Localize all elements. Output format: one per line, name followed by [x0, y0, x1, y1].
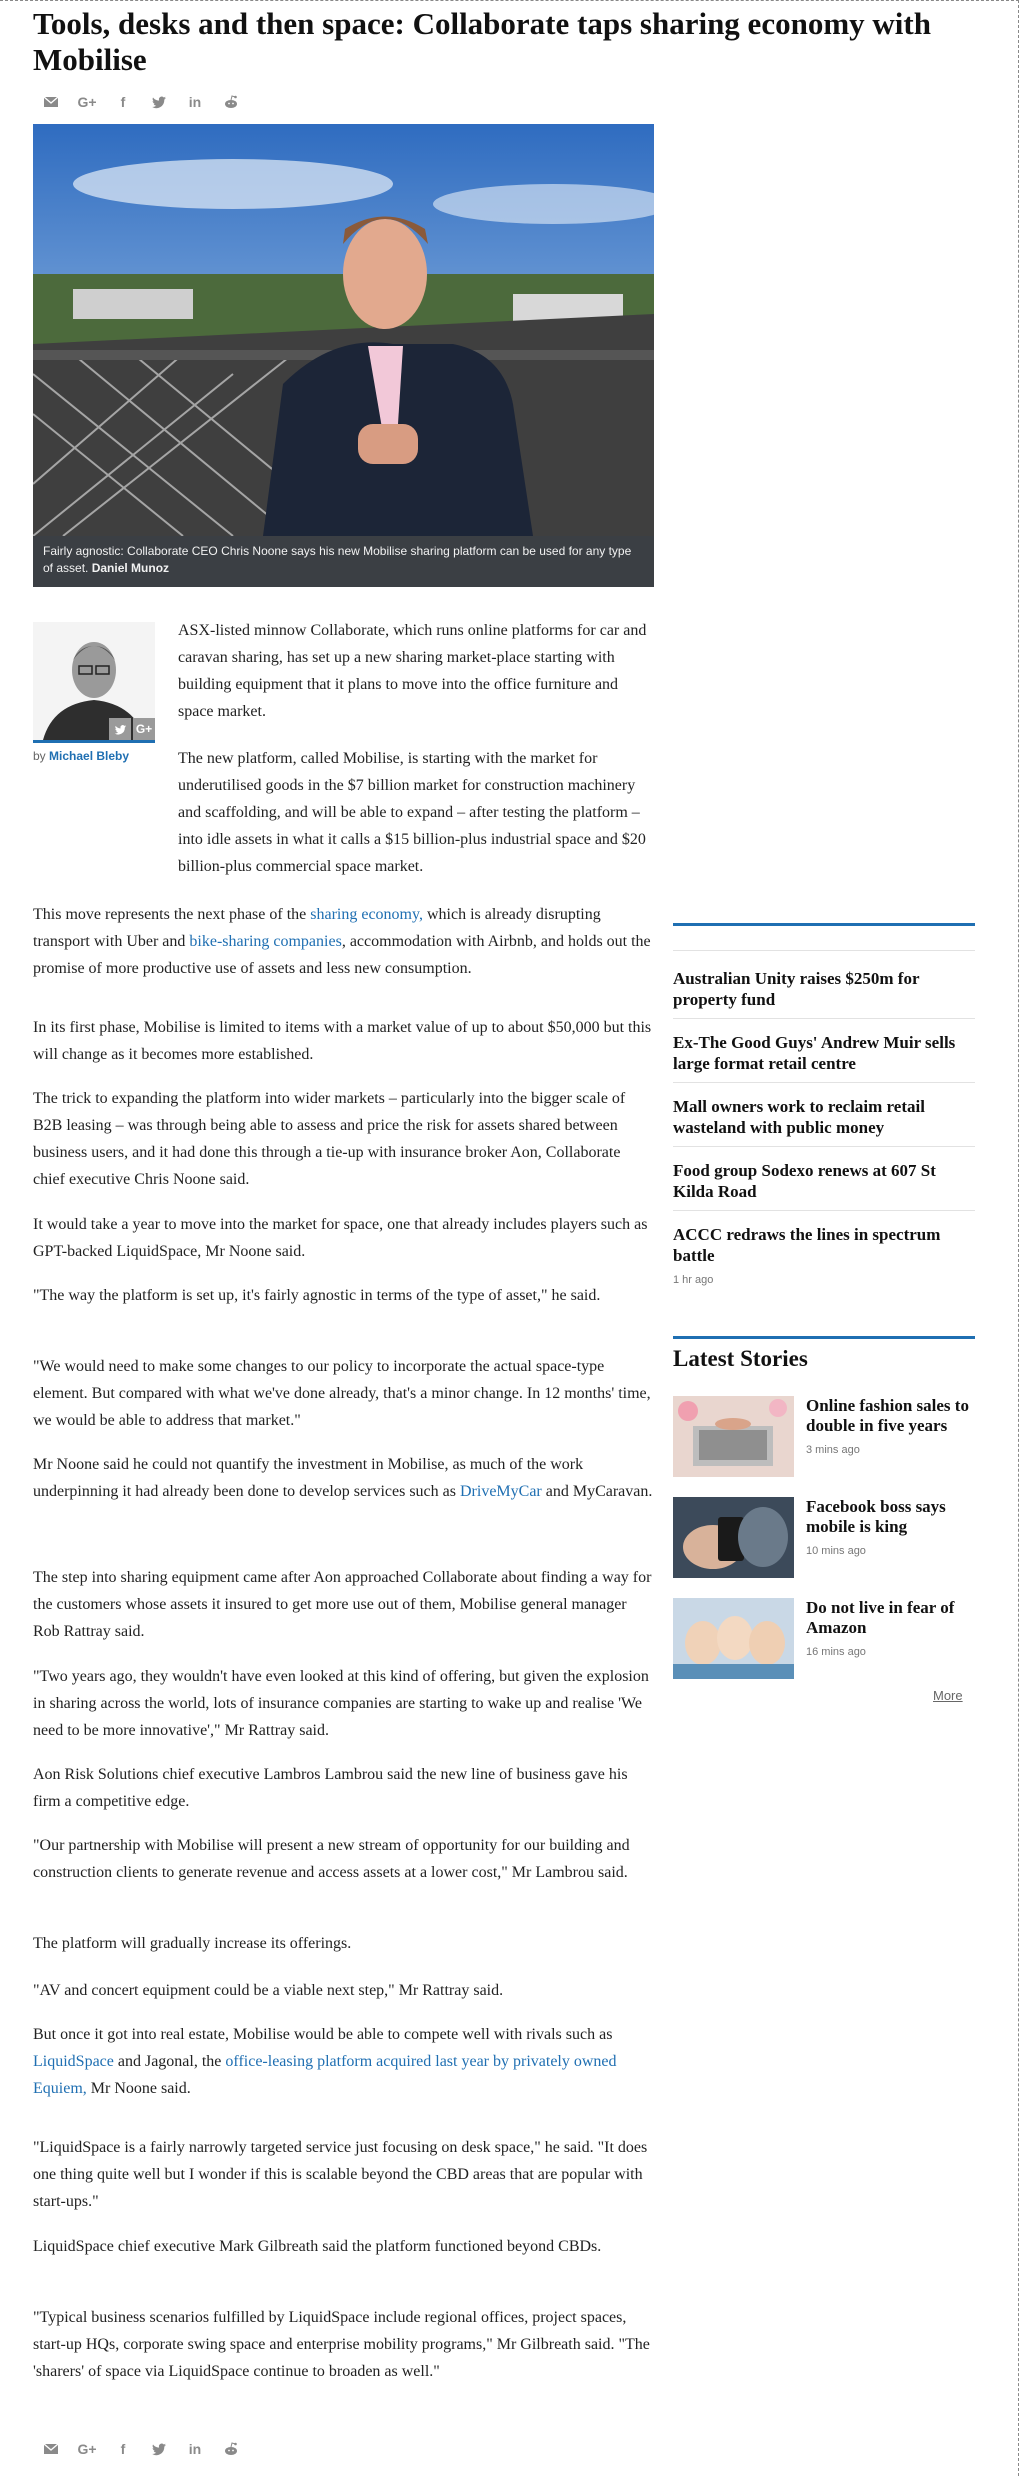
email-icon[interactable] — [42, 2440, 60, 2458]
twitter-icon[interactable] — [150, 93, 168, 111]
twitter-icon[interactable] — [150, 2440, 168, 2458]
hero-caption — [33, 536, 654, 587]
paragraph-text: and MyCaravan. — [541, 1483, 653, 1500]
photo-credit: Daniel Munoz — [91, 561, 170, 575]
story-timestamp: 16 mins ago — [806, 1646, 866, 1658]
article-paragraph: It would take a year to move into the market for space, one that already includes players such as GPT-backed LiquidSpace, Mr Noone said. — [33, 1216, 648, 1260]
linkedin-icon[interactable]: in — [188, 2441, 202, 2457]
article-paragraph: "AV and concert equipment could be a viable next step," Mr Rattray said. — [33, 1982, 504, 1999]
related-story-link[interactable]: Food group Sodexo renews at 607 St Kilda Road — [673, 1161, 936, 1201]
thumbnail-caricature-image — [673, 1598, 794, 1679]
article-paragraph: The trick to expanding the platform into wider markets – particularly into the bigger scale of B2B leasing – was through being able to assess and price the risk for assets shared between business users, and it had done this through a tie-up with insurance broker Aon, Collaborate chief executive Chris Noone said. — [33, 1090, 626, 1188]
paragraph-text: The new platform, called Mobilise, is starting with the market for underutilised goods in the $7 billion market for construction machinery and scaffolding, and will be able to expand – after testing the platform – into idle assets in what it calls a $15 billion-plus industrial space and $20 billion-plus commercial space market. — [178, 750, 646, 875]
related-story-link[interactable]: Ex-The Good Guys' Andrew Muir sells large format retail centre — [673, 1033, 956, 1073]
story-timestamp: 10 mins ago — [806, 1545, 866, 1557]
share-bar-bottom — [42, 2440, 240, 2458]
share-bar-top — [42, 93, 240, 111]
byline — [33, 749, 158, 763]
facebook-icon[interactable]: f — [120, 2441, 126, 2457]
related-separator — [673, 1146, 975, 1147]
author-name-link[interactable]: Michael Bleby — [49, 749, 130, 763]
related-story-title[interactable]: ACCC redraws the lines in spectrum battle — [673, 1225, 941, 1265]
equiem-acquisition-link[interactable]: office-leasing platform acquired last year by privately owned Equiem, — [33, 2053, 617, 2097]
article-paragraph: ASX-listed minnow Collaborate, which runs online platforms for car and caravan sharing, has set up a new sharing market-place starting with building equipment that it plans to move into the office furniture and space market. — [178, 622, 647, 720]
bike-sharing-link[interactable]: bike-sharing companies — [189, 933, 342, 950]
story-text[interactable] — [806, 1497, 976, 1561]
paragraph-text: and Jagonal, the — [113, 2053, 226, 2070]
facebook-icon[interactable]: f — [120, 94, 126, 110]
caption-text: Fairly agnostic: Collaborate CEO Chris Noone says his new Mobilise sharing platform can be used for any type of asset. — [43, 544, 632, 575]
thumbnail-laptop-image — [673, 1396, 794, 1477]
paragraph-text: Mr Noone said. — [86, 2080, 191, 2097]
article-paragraph: The step into sharing equipment came after Aon approached Collaborate about finding a way for the customers whose assets it insured to get more use out of them, Mobilise general manager Rob Rattray said. — [33, 1569, 652, 1640]
paragraph-text: which is already disrupting transport with Uber and — [33, 906, 601, 950]
google-plus-icon[interactable]: G+ — [77, 2441, 97, 2457]
latest-divider — [673, 1336, 975, 1339]
story-title[interactable]: Do not live in fear of Amazon — [806, 1598, 955, 1637]
google-plus-icon[interactable]: G+ — [133, 718, 155, 740]
article-paragraph: In its first phase, Mobilise is limited to items with a market value of up to about $50,000 but this will change as it becomes more established. — [33, 1019, 652, 1063]
article-paragraph — [33, 2021, 655, 2102]
google-plus-icon[interactable]: G+ — [77, 94, 97, 110]
article-paragraph: "We would need to make some changes to our policy to incorporate the actual space-type element. But compared with what we've done already, that's a minor change. In 12 months' time, we would be able to address that market." — [33, 1358, 651, 1429]
related-separator — [673, 1082, 975, 1083]
author-social-links — [109, 718, 155, 740]
story-thumbnail[interactable] — [673, 1396, 794, 1477]
author-avatar[interactable] — [33, 622, 155, 743]
author-block — [33, 622, 158, 763]
email-icon[interactable] — [42, 93, 60, 111]
article-paragraph: "The way the platform is set up, it's fairly agnostic in terms of the type of asset," he said. — [33, 1287, 601, 1304]
paragraph-text: But once it got into real estate, Mobilise would be able to compete well with rivals such as — [33, 2026, 613, 2043]
related-story-link[interactable]: Mall owners work to reclaim retail wasteland with public money — [673, 1097, 925, 1137]
article-paragraph — [178, 745, 656, 880]
article-paragraph: "LiquidSpace is a fairly narrowly targeted service just focusing on desk space," he said. "It does one thing quite well but I wonder if this is scalable beyond the CBD areas that are popular with start-ups." — [33, 2139, 648, 2210]
reddit-icon[interactable] — [222, 93, 240, 111]
story-title[interactable]: Facebook boss says mobile is king — [806, 1497, 946, 1536]
latest-stories-heading: Latest Stories — [673, 1346, 808, 1371]
twitter-icon[interactable] — [109, 718, 131, 740]
drivemycar-link[interactable]: DriveMyCar — [459, 1483, 542, 1500]
paragraph-text: , accommodation with Airbnb, and holds out the promise of more productive use of assets and less new consumption. — [33, 933, 651, 977]
related-separator — [673, 1018, 975, 1019]
article-paragraph: The platform will gradually increase its offerings. — [33, 1935, 352, 1952]
story-text[interactable] — [806, 1598, 976, 1662]
hero-photo — [33, 124, 654, 536]
story-thumbnail[interactable] — [673, 1598, 794, 1679]
related-separator — [673, 1210, 975, 1211]
article-paragraph — [33, 901, 655, 982]
article-paragraph: "Typical business scenarios fulfilled by LiquidSpace include regional offices, project spaces, start-up HQs, corporate swing space and enterprise mobility programs," Mr Gilbreath said. "The 'sharers' of space via LiquidSpace continue to broaden as well." — [33, 2309, 650, 2380]
liquidspace-link[interactable]: LiquidSpace — [33, 2053, 114, 2070]
story-text[interactable] — [806, 1396, 976, 1460]
paragraph-text: Mr Noone said he could not quantify the investment in Mobilise, as much of the work underpinning it had already been done to develop services such as — [33, 1456, 584, 1500]
story-thumbnail[interactable] — [673, 1497, 794, 1578]
article-paragraph: "Two years ago, they wouldn't have even looked at this kind of offering, but given the explosion in sharing across the world, lots of insurance companies are starting to wake up and realise 'We need to be more innovative'," Mr Rattray said. — [33, 1668, 649, 1739]
related-separator — [673, 950, 975, 951]
related-story[interactable] — [673, 1224, 975, 1291]
story-timestamp: 3 mins ago — [806, 1444, 860, 1456]
article-paragraph: Aon Risk Solutions chief executive Lambros Lambrou said the new line of business gave his firm a competitive edge. — [33, 1766, 628, 1810]
linkedin-icon[interactable]: in — [188, 94, 202, 110]
hero-image — [33, 124, 654, 587]
paragraph-text: This move represents the next phase of the — [33, 906, 311, 923]
more-stories-link[interactable]: More — [933, 1688, 963, 1703]
story-timestamp: 1 hr ago — [673, 1274, 714, 1286]
article-paragraph: LiquidSpace chief executive Mark Gilbreath said the platform functioned beyond CBDs. — [33, 2238, 602, 2255]
article-headline: Tools, desks and then space: Collaborate taps sharing economy with Mobilise — [33, 6, 931, 77]
related-story-link[interactable]: Australian Unity raises $250m for property fund — [673, 969, 920, 1009]
thumbnail-mobile-image — [673, 1497, 794, 1578]
article-paragraph — [33, 1451, 655, 1505]
sharing-economy-link[interactable]: sharing economy, — [310, 906, 423, 923]
reddit-icon[interactable] — [222, 2440, 240, 2458]
article-paragraph: "Our partnership with Mobilise will present a new stream of opportunity for our building and construction clients to generate revenue and access assets at a lower cost," Mr Lambrou said. — [33, 1837, 630, 1881]
related-divider — [673, 923, 975, 926]
byline-prefix: by — [33, 749, 46, 763]
story-title[interactable]: Online fashion sales to double in five years — [806, 1396, 969, 1435]
